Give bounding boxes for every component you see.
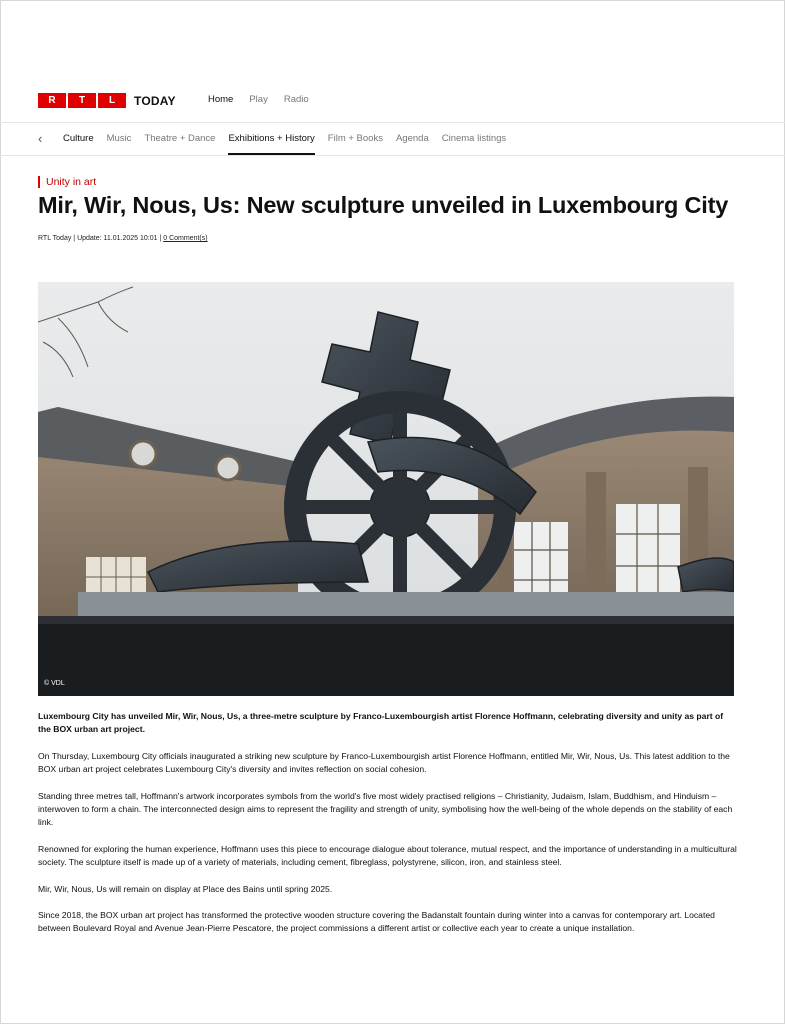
- article-title: Mir, Wir, Nous, Us: New sculpture unveiled in Luxembourg City: [38, 192, 729, 218]
- subnav-item-film-books[interactable]: Film + Books: [327, 133, 383, 144]
- article-paragraph: Mir, Wir, Nous, Us will remain on display at Place des Bains until spring 2025.: [38, 883, 333, 894]
- subnav-items: [63, 133, 519, 144]
- article-meta: [38, 235, 208, 242]
- meta-update: Update: 11.01.2025 10:01: [77, 235, 158, 242]
- top-navigation: [0, 88, 785, 123]
- main-nav: [208, 94, 309, 105]
- article-body: [38, 710, 738, 949]
- nav-play[interactable]: Play: [249, 94, 268, 105]
- article-image: [38, 282, 734, 696]
- subnav-item-culture[interactable]: Culture: [63, 133, 94, 144]
- rtl-today-logo[interactable]: [38, 93, 176, 108]
- meta-separator: |: [73, 235, 78, 242]
- article-kicker: Unity in art: [38, 176, 96, 188]
- logo-letter-t: T: [68, 93, 96, 108]
- subnav-item-theatre-dance[interactable]: Theatre + Dance: [144, 133, 216, 144]
- article-paragraph: Renowned for exploring the human experience, Hoffmann uses this piece to encourage dialogue about tolerance, mutual respect, and the importance of understanding in a multicultural society. The sculpture itself is made up of a variety of materials, including cement, fibreglass, polystyrene, silicon, iron, and stainless steel.: [38, 843, 737, 868]
- article-paragraph: Standing three metres tall, Hoffmann's artwork incorporates symbols from the world's five most widely practised religions – Christianity, Judaism, Islam, Buddhism, and Hinduism – interwoven to form a chain. The interconnected design aims to represent the fragility and strength of unity, symbolising how the well-being of the whole depends on the stability of each link.: [38, 790, 733, 828]
- logo-suffix: TODAY: [134, 93, 176, 108]
- subnav-item-cinema-listings[interactable]: Cinema listings: [441, 133, 507, 144]
- image-credit: © VDL: [44, 680, 65, 687]
- meta-source: RTL Today: [38, 235, 72, 242]
- nav-home[interactable]: Home: [208, 94, 234, 105]
- comments-link[interactable]: 0 Comment(s): [163, 235, 208, 242]
- article-paragraph: On Thursday, Luxembourg City officials inaugurated a striking new sculpture by Franco-Luxembourgish artist Florence Hoffmann, entitled Mir, Wir, Nous, Us. This latest addition to the BOX urban art project celebrates Luxembourg City's diversity and invites reflection on social cohesion.: [38, 750, 730, 775]
- sculpture-photo: [38, 282, 734, 696]
- section-subnav: [0, 123, 785, 156]
- logo-letter-r: R: [38, 93, 66, 108]
- subnav-item-music[interactable]: Music: [106, 133, 132, 144]
- subnav-item-agenda[interactable]: Agenda: [395, 133, 429, 144]
- subnav-item-exhibitions-history[interactable]: Exhibitions + History: [228, 133, 315, 144]
- logo-letter-l: L: [98, 93, 126, 108]
- article-lead: Luxembourg City has unveiled Mir, Wir, Nous, Us, a three-metre sculpture by Franco-Luxembourgish artist Florence Hoffmann, celebrating diversity and unity as part of the BOX urban art project.: [38, 711, 724, 735]
- article-paragraph: Since 2018, the BOX urban art project has transformed the protective wooden structure covering the Badanstalt fountain during winter into a canvas for contemporary art. Located between Boulevard Royal and Avenue Jean-Pierre Pescatore, the project commissions a different artist or collective each year to create a unique installation.: [38, 910, 715, 934]
- chevron-left-icon[interactable]: ‹: [38, 131, 43, 146]
- nav-radio[interactable]: Radio: [283, 94, 309, 105]
- meta-separator: |: [159, 235, 164, 242]
